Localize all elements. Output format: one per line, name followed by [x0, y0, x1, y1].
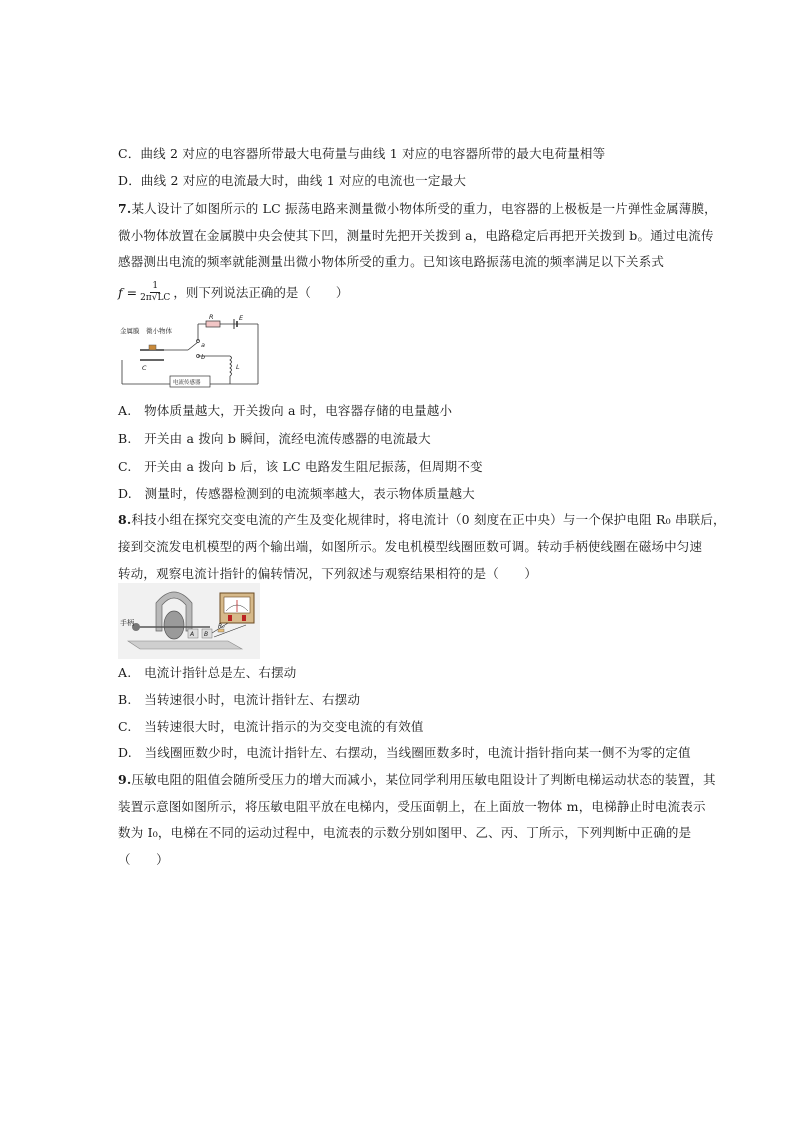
q9-stem-line3: 数为 I₀，电梯在不同的运动过程中，电流表的示数分别如图甲、乙、丙、丁所示，下列判断中正确的是: [118, 825, 692, 840]
q8-stem-line2: 接到交流发电机模型的两个输出端，如图所示。发电机模型线圈匝数可调。转动手柄使线圈在磁场中匀速: [118, 539, 703, 554]
q9-line1-text: 压敏电阻的阻值会随所受压力的增大而减小，某位同学利用压敏电阻设计了判断电梯运动状态的装置，其: [131, 772, 716, 787]
q6-option-d: D．曲线 2 对应的电流最大时，曲线 1 对应的电流也一定最大: [118, 173, 467, 188]
label-a-brush: A: [190, 631, 195, 638]
formula-lhs: f =: [118, 284, 138, 300]
label-b-brush: B: [204, 631, 209, 638]
q7-option-a: A. 物体质量越大，开关拨向 a 时，电容器存储的电量越小: [118, 403, 453, 418]
label-object: 微小物体: [146, 327, 172, 335]
formula-denominator: 2π√LC: [140, 292, 171, 303]
q9-stem-line4: （ ）: [118, 852, 169, 867]
label-r: R: [209, 314, 214, 321]
q7-option-b: B. 开关由 a 拨向 b 瞬间，流经电流传感器的电流最大: [118, 431, 431, 446]
q9-number: 9.: [118, 772, 132, 787]
label-c: C: [142, 364, 147, 372]
q7-formula: [118, 275, 348, 309]
small-object: [149, 345, 156, 350]
q8-stem-line1: [118, 512, 726, 528]
formula-fraction: [140, 281, 170, 304]
q8-line1-text: 科技小组在探究交变电流的产生及变化规律时，将电流计（0 刻度在正中央）与一个保护电阻 R₀ 串联后，: [131, 512, 726, 527]
q8-option-b: B. 当转速很小时，电流计指针左、右摆动: [118, 692, 361, 707]
q7-line1-text: 某人设计了如图所示的 LC 振荡电路来测量微小物体所受的重力，电容器的上极板是一片弹性金属薄膜，: [131, 201, 717, 216]
label-membrane: 金属膜: [120, 327, 140, 335]
q8-stem-line3: 转动，观察电流计指针的偏转情况，下列叙述与观察结果相符的是（ ）: [118, 566, 538, 581]
lc-circuit-figure: [118, 314, 266, 388]
q8-number: 8.: [118, 512, 132, 527]
q7-stem-line2: 微小物体放置在金属膜中央会使其下凹，测量时先把开关拨到 a，电路稳定后再把开关拨到 b。通过电流传: [118, 228, 714, 243]
resistor-r: [206, 321, 220, 327]
formula-numerator: 1: [152, 280, 159, 291]
label-e: E: [239, 314, 244, 322]
label-sensor: 电流传感器: [173, 380, 201, 386]
q7-number: 7.: [118, 201, 132, 216]
q7-option-d: D. 测量时，传感器检测到的电流频率越大，表示物体质量越大: [118, 486, 475, 501]
q6-option-c: C．曲线 2 对应的电容器所带最大电荷量与曲线 1 对应的电容器所带的最大电荷量相等: [118, 146, 606, 161]
coil: [164, 611, 184, 639]
generator-figure: [118, 583, 260, 659]
q9-stem-line1: [118, 772, 716, 788]
label-b: b: [201, 353, 206, 361]
q7-stem-line3: 感器测出电流的频率就能测量出微小物体所受的重力。已知该电路振荡电流的频率满足以下关系式: [118, 254, 665, 269]
label-r0: R₀: [218, 623, 225, 630]
q9-stem-line2: 装置示意图如图所示，将压敏电阻平放在电梯内，受压面朝上，在上面放一物体 m，电梯静止时电流表示: [118, 799, 706, 814]
q7-stem-line1: [118, 201, 717, 217]
formula-tail: ，则下列说法正确的是（ ）: [173, 285, 349, 300]
label-a: a: [201, 341, 205, 349]
q7-option-c: C. 开关由 a 拨向 b 后，该 LC 电路发生阻尼振荡，但周期不变: [118, 459, 483, 474]
label-l: L: [236, 363, 240, 371]
label-handle: 手柄: [120, 619, 134, 627]
q8-option-d: D. 当线圈匝数少时，电流计指针左、右摆动，当线圈匝数多时，电流计指针指向某一侧不为零的定值: [118, 745, 691, 760]
q8-option-c: C. 当转速很大时，电流计指示的为交变电流的有效值: [118, 719, 424, 734]
q8-option-a: A. 电流计指针总是左、右摆动: [118, 665, 297, 680]
